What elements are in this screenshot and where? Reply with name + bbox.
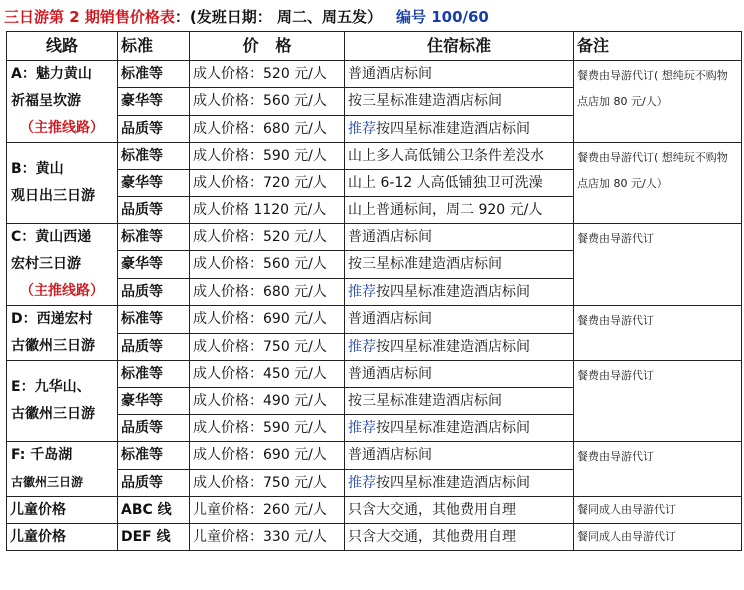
hotel-cell (345, 251, 574, 278)
std-cell: 标准等 (118, 143, 190, 170)
recommend-label: 推荐 (348, 338, 376, 355)
table-header-row (7, 32, 742, 61)
route-c-line2: 宏村三日游 (11, 256, 81, 272)
note-cell: 餐费由导游代订 (574, 306, 742, 361)
route-f-line1: F: 千岛湖 (11, 447, 73, 463)
table-row (7, 61, 742, 88)
table-row (7, 361, 742, 388)
table-row (7, 442, 742, 470)
recommend-label: 推荐 (348, 120, 376, 137)
hotel-cell (345, 61, 574, 88)
hotel-cell: 山上多人高低铺公卫条件差没水 (345, 143, 574, 170)
route-f-line2: 古徽州三日游 (11, 475, 84, 489)
price-cell: 成人价格：680 元/人 (190, 115, 345, 142)
table-row (7, 306, 742, 334)
price-cell: 成人价格：560 元/人 (190, 251, 345, 278)
hotel-cell (345, 388, 574, 415)
route-b-line1: B：黄山 (11, 161, 64, 177)
price-cell: 成人价格：520 元/人 (190, 224, 345, 251)
route-a-featured: （主推线路） (20, 120, 104, 136)
std-cell: 标准等 (118, 61, 190, 88)
route-c-featured: （主推线路） (20, 283, 104, 299)
child-label: 儿童价格 (7, 524, 118, 551)
std-cell: 标准等 (118, 442, 190, 470)
hotel-text: 普通酒店标间 (348, 229, 432, 246)
child-hotel: 只含大交通，其他费用自理 (345, 524, 574, 551)
route-b-line2: 观日出三日游 (11, 188, 95, 204)
std-cell: 品质等 (118, 469, 190, 497)
route-c-line1: C：黄山西递 (11, 229, 92, 245)
child-line: DEF 线 (118, 524, 190, 551)
price-cell: 成人价格：690 元/人 (190, 306, 345, 334)
note-cell: 餐费由导游代订 (574, 224, 742, 306)
child-note: 餐同成人由导游代订 (574, 524, 742, 551)
route-d-line1: D：西递宏村 (11, 311, 93, 327)
route-d-cell (7, 306, 118, 361)
price-cell: 成人价格：490 元/人 (190, 388, 345, 415)
title-dates: ：(发班日期： 周二、周五发） (174, 8, 382, 26)
recommend-label: 推荐 (348, 283, 376, 300)
price-cell: 成人价格：750 元/人 (190, 333, 345, 361)
title-number: 编号 100/60 (395, 8, 489, 26)
std-cell: 豪华等 (118, 88, 190, 115)
route-a-cell (7, 61, 118, 143)
child-hotel: 只含大交通，其他费用自理 (345, 497, 574, 524)
note-cell: 餐费由导游代订 (574, 361, 742, 442)
price-table (6, 31, 742, 551)
hotel-cell (345, 306, 574, 334)
table-row (7, 143, 742, 170)
hotel-cell (345, 469, 574, 497)
note-cell: 餐费由导游代订 (574, 442, 742, 497)
price-cell: 成人价格：690 元/人 (190, 442, 345, 470)
hotel-cell: 山上普通标间，周二 920 元/人 (345, 197, 574, 224)
price-cell: 成人价格：750 元/人 (190, 469, 345, 497)
price-cell: 成人价格 1120 元/人 (190, 197, 345, 224)
std-cell: 品质等 (118, 415, 190, 442)
route-b-cell (7, 143, 118, 224)
table-row (7, 224, 742, 251)
price-cell: 成人价格：590 元/人 (190, 415, 345, 442)
std-cell: 标准等 (118, 224, 190, 251)
std-cell: 品质等 (118, 333, 190, 361)
std-cell: 品质等 (118, 197, 190, 224)
std-cell: 品质等 (118, 278, 190, 305)
hotel-cell (345, 361, 574, 388)
header-route: 线路 (7, 32, 118, 61)
std-cell: 豪华等 (118, 170, 190, 197)
hotel-text: 按三星标准建造酒店标间 (348, 393, 502, 409)
hotel-text: 普通酒店标间 (348, 311, 432, 328)
hotel-text: 按四星标准建造酒店标间 (376, 474, 530, 491)
child-line: ABC 线 (118, 497, 190, 524)
std-cell: 豪华等 (118, 388, 190, 415)
route-d-line2: 古徽州三日游 (11, 338, 95, 354)
hotel-cell (345, 333, 574, 361)
price-cell: 成人价格：680 元/人 (190, 278, 345, 305)
table-row (7, 497, 742, 524)
page-title (4, 4, 744, 30)
hotel-cell: 山上 6-12 人高低铺独卫可洗澡 (345, 170, 574, 197)
header-standard: 标准 (118, 32, 190, 61)
hotel-text: 按四星标准建造酒店标间 (376, 338, 530, 355)
price-cell: 成人价格：560 元/人 (190, 88, 345, 115)
header-price: 价 格 (190, 32, 345, 61)
price-cell: 成人价格：590 元/人 (190, 143, 345, 170)
route-f-cell (7, 442, 118, 497)
hotel-text: 按四星标准建造酒店标间 (376, 420, 530, 436)
route-e-line1: E：九华山、 (11, 379, 91, 395)
route-c-cell (7, 224, 118, 306)
price-cell: 成人价格：720 元/人 (190, 170, 345, 197)
hotel-text: 按三星标准建造酒店标间 (348, 256, 502, 273)
price-cell: 成人价格：520 元/人 (190, 61, 345, 88)
hotel-text: 普通酒店标间 (348, 66, 432, 83)
note-cell: 餐费由导游代订( 想纯玩不购物点店加 80 元/人） (574, 143, 742, 224)
child-note: 餐同成人由导游代订 (574, 497, 742, 524)
hotel-cell (345, 415, 574, 442)
child-label: 儿童价格 (7, 497, 118, 524)
route-a-line2: 祈福呈坎游 (11, 93, 81, 109)
table-row (7, 524, 742, 551)
route-a-line1: A：魅力黄山 (11, 66, 92, 82)
child-price: 儿童价格：260 元/人 (190, 497, 345, 524)
hotel-text: 按四星标准建造酒店标间 (376, 283, 530, 300)
title-main: 三日游第 2 期销售价格表 (4, 8, 175, 26)
price-cell: 成人价格：450 元/人 (190, 361, 345, 388)
std-cell: 标准等 (118, 361, 190, 388)
note-cell: 餐费由导游代订( 想纯玩不购物点店加 80 元/人） (574, 61, 742, 143)
header-hotel: 住宿标准 (345, 32, 574, 61)
header-note: 备注 (574, 32, 742, 61)
child-price: 儿童价格：330 元/人 (190, 524, 345, 551)
std-cell: 标准等 (118, 306, 190, 334)
hotel-text: 普通酒店标间 (348, 366, 432, 382)
hotel-text: 按四星标准建造酒店标间 (376, 120, 530, 137)
hotel-text: 按三星标准建造酒店标间 (348, 93, 502, 110)
std-cell: 品质等 (118, 115, 190, 142)
std-cell: 豪华等 (118, 251, 190, 278)
route-e-cell (7, 361, 118, 442)
hotel-cell (345, 442, 574, 470)
hotel-cell (345, 115, 574, 142)
hotel-cell (345, 278, 574, 305)
route-e-line2: 古徽州三日游 (11, 406, 95, 422)
hotel-text: 普通酒店标间 (348, 447, 432, 464)
recommend-label: 推荐 (348, 474, 376, 491)
hotel-cell (345, 224, 574, 251)
recommend-label: 推荐 (348, 420, 376, 436)
hotel-cell (345, 88, 574, 115)
